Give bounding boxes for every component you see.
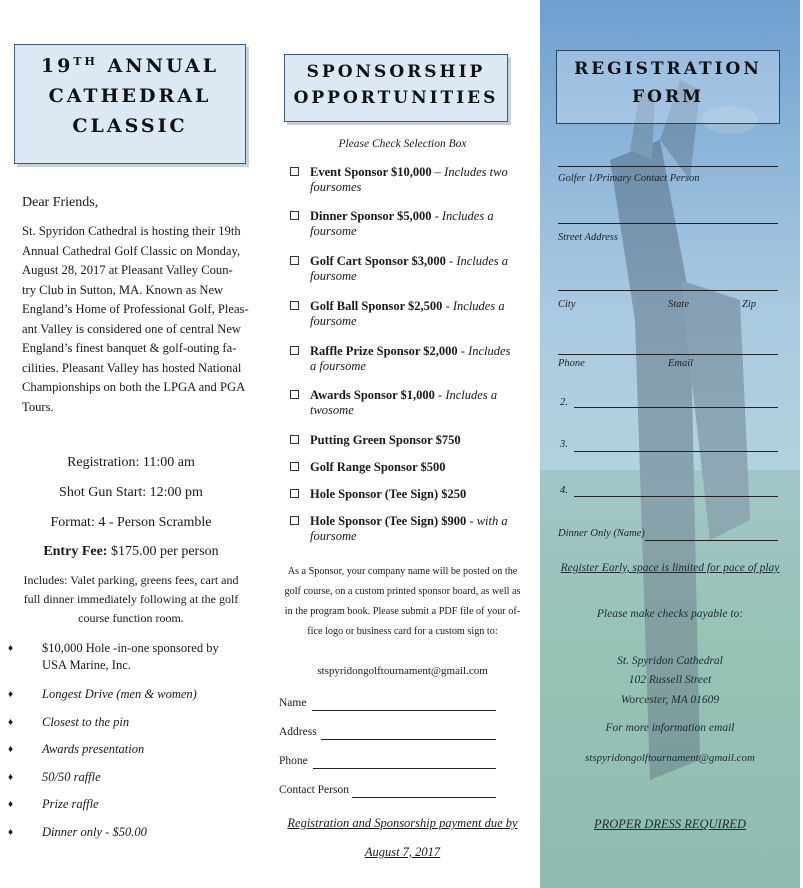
checkbox[interactable] — [290, 167, 299, 176]
event-title-line3: CLASSIC — [72, 115, 188, 137]
sponsor-email: stspyridongolftournament@gmail.com — [317, 665, 488, 677]
zip-label: Zip — [742, 299, 757, 310]
address-field[interactable] — [321, 739, 496, 740]
name-field-label: Name — [279, 697, 307, 709]
payee-city: Worcester, MA 01609 — [620, 694, 720, 706]
checkbox[interactable] — [290, 462, 299, 471]
checks-payable-note: Please make checks payable to: — [596, 608, 744, 620]
street-field[interactable] — [558, 223, 778, 224]
checkbox[interactable] — [290, 489, 299, 498]
payee-street: 102 Russell Street — [628, 674, 712, 686]
registration-title-box: REGISTRATION FORM — [556, 50, 780, 124]
left-panel: 19TH ANNUAL CATHEDRAL CLASSIC Dear Friends, St. Spyridon Cathedral is hosting their 19th Annual Cathedral Golf Classic on Monday, August 28, 2017 at Pleasant Valley Coun- try Club in Sutton, MA. Known as New England’s Home of Professional Golf, Pleas- ant Valley is considered one of central New England’s finest banquet & golf-outing fa- cilities. Pleasant Valley has hosted National Championships on both the LPGA and PGA Tours. Registration: 11:00 am Shot Gun Start: 12:00 pm Format: 4 - Person Scramble Entry Fee: $175.00 per person Includes: Valet parking, greens fees, cart and full dinner immediately following at the golf course function room. ♦ $10,000 Hole -in-one sponsored by USA Marine, Inc. ♦ Longest Drive (men & women) ♦ Closest to the pin ♦ Awards presentation ♦ 50/50 raffle ♦ Prize raffle ♦ Dinner only - $50.00 — [0, 0, 262, 888]
diamond-bullet-icon: ♦ — [8, 689, 14, 700]
right-panel — [540, 0, 800, 888]
includes-text: Includes: Valet parking, greens fees, cart and full dinner immediately following at the golf course function room. — [23, 573, 239, 625]
golfer3-field[interactable] — [574, 451, 778, 452]
dinner-only-label: Dinner Only (Name) — [558, 528, 645, 539]
diamond-bullet-icon: ♦ — [8, 827, 14, 838]
format-line: Format: 4 - Person Scramble — [50, 515, 212, 530]
golfer4-field[interactable] — [574, 496, 778, 497]
email-label: Email — [668, 358, 694, 369]
sponsorship-title-box: SPONSORSHIP OPPORTUNITIES — [284, 54, 508, 122]
checkbox[interactable] — [290, 516, 299, 525]
event-title-line2: CATHEDRAL — [48, 85, 212, 107]
greeting: Dear Friends, — [22, 195, 99, 210]
golfer3-label: 3. — [560, 439, 568, 450]
phone-label: Phone — [558, 358, 585, 369]
city-state-zip-field[interactable] — [558, 290, 778, 291]
contact-email: stspyridongolftournament@gmail.com — [585, 752, 755, 764]
payment-due-line1: Registration and Sponsorship payment due by — [287, 816, 518, 830]
checkbox[interactable] — [290, 256, 299, 265]
phone-field-label: Phone — [279, 755, 308, 767]
diamond-bullet-icon: ♦ — [8, 772, 14, 783]
dress-code: PROPER DRESS REQUIRED — [593, 817, 747, 831]
golfer2-field[interactable] — [574, 407, 778, 408]
middle-panel: SPONSORSHIP OPPORTUNITIES Please Check Selection Box Event Sponsor $10,000 – Includes two foursomes Dinner Sponsor $5,000 - Includes a foursome Golf Cart Sponsor $3,000 - Includes a foursome Golf Ball Sponsor $2,500 - Includes a foursome Raffle Prize Sponsor $2,000 - Includes a foursome Awards Sponsor $1,000 - Includes a twosome Putting Green Sponsor $750 Golf Range Sponsor $500 Hole Sponsor (Tee Sign) $250 Hole Sponsor (Tee Sign) $900 - with a foursome As a Sponsor, your company name will be posted on the golf course, on a custom printed sponsor board, as well as in the program book. Please submit a PDF file of your of- fice logo or business card for a custom sign to: stspyridongolftournament@gmail.com Name Address Phone Contact Person Registration and Sponsorship payment due by August 7, 2017 — [270, 0, 535, 888]
payee-name: St. Spyridon Cathedral — [617, 655, 723, 667]
sponsor-paragraph: As a Sponsor, your company name will be posted on the golf course, on a custom printed sponsor board, as well as in the program book. Please submit a PDF file of your of- fice logo or business card for a custom sign to: — [284, 566, 521, 637]
checkbox[interactable] — [290, 301, 299, 310]
more-info-note: For more information email — [605, 722, 735, 734]
diamond-bullet-icon: ♦ — [8, 717, 14, 728]
checkbox[interactable] — [290, 346, 299, 355]
payment-due-date: August 7, 2017 — [364, 845, 441, 859]
street-label: Street Address — [558, 232, 618, 243]
register-early-note: Register Early, space is limited for pace of play — [560, 562, 780, 574]
check-selection-note: Please Check Selection Box — [338, 138, 467, 150]
checkbox[interactable] — [290, 211, 299, 220]
intro-paragraph: St. Spyridon Cathedral is hosting their 19th Annual Cathedral Golf Classic on Monday, August 28, 2017 at Pleasant Valley Coun- try Club in Sutton, MA. Known as New England’s Home of Professional Golf, Pleas- ant Valley is considered one of central New England’s finest banquet & golf-outing fa- cilities. Pleasant Valley has hosted National Championships on both the LPGA and PGA Tours. — [22, 224, 249, 414]
name-field[interactable] — [312, 710, 496, 711]
golfer1-label: Golfer 1/Primary Contact Person — [558, 173, 700, 184]
contact-person-field[interactable] — [352, 797, 496, 798]
entry-fee: Entry Fee: $175.00 per person — [43, 544, 219, 559]
golfer2-label: 2. — [560, 397, 568, 408]
diamond-bullet-icon: ♦ — [8, 744, 14, 755]
dinner-only-field[interactable] — [645, 540, 778, 541]
address-field-label: Address — [279, 726, 317, 738]
checkbox[interactable] — [290, 435, 299, 444]
event-title-line1: 19TH ANNUAL — [40, 55, 220, 77]
contact-person-field-label: Contact Person — [279, 784, 349, 796]
diamond-bullet-icon: ♦ — [8, 799, 14, 810]
golfer1-field[interactable] — [558, 166, 778, 167]
phone-email-field[interactable] — [558, 354, 778, 355]
state-label: State — [668, 299, 689, 310]
checkbox[interactable] — [290, 390, 299, 399]
shotgun-start: Shot Gun Start: 12:00 pm — [59, 485, 203, 500]
event-title-box — [14, 44, 246, 164]
diamond-bullet-icon: ♦ — [8, 643, 14, 654]
registration-time: Registration: 11:00 am — [67, 455, 195, 470]
phone-field[interactable] — [313, 768, 496, 769]
city-label: City — [558, 299, 576, 310]
golfer4-label: 4. — [560, 485, 568, 496]
